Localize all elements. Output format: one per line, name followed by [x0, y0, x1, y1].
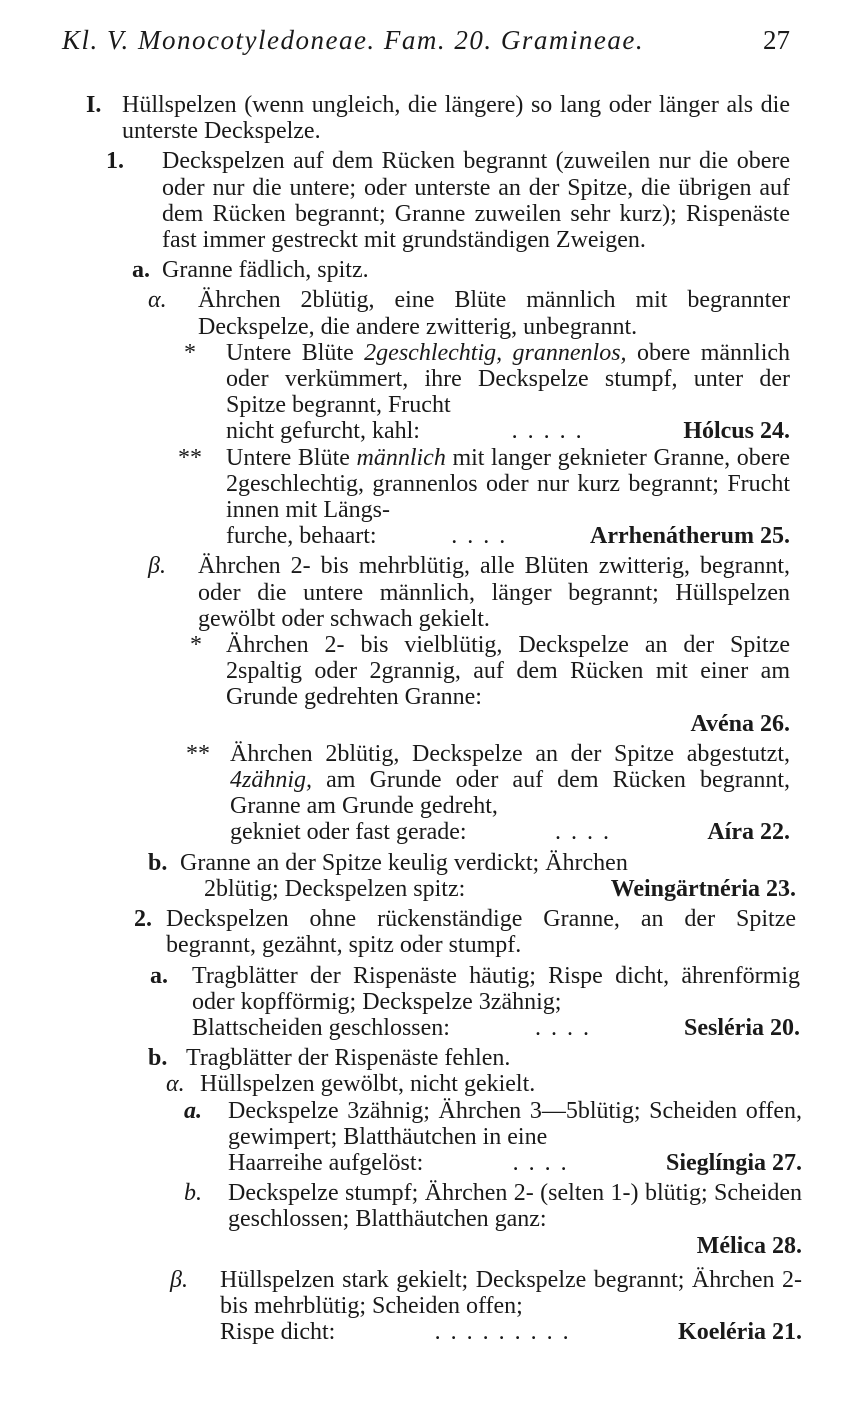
leader-dots: .... [512, 1149, 577, 1176]
entry-marker: β. [170, 1266, 188, 1293]
entry-marker: * [184, 339, 196, 366]
key-entry-arrhenatherum [178, 444, 791, 550]
entry-text: Deckspelze 3zähnig; Ährchen 3—5blütig; Scheiden offen, gewimpert; Blatthäutchen in eine [228, 1097, 802, 1150]
entry-marker: b. [148, 849, 168, 876]
genus-name-weingaertneria: Weingärtnéria 23. [610, 875, 796, 902]
determination-key [0, 92, 850, 1345]
entry-text: Tragblätter der Rispenäste fehlen. [186, 1045, 511, 1072]
entry-marker: ** [178, 444, 202, 471]
key-entry-2 [134, 906, 796, 959]
leader-text: Haarreihe aufgelöst: [228, 1149, 424, 1176]
leader-dots: ......... [434, 1319, 579, 1346]
entry-text: Tragblätter der Rispenäste häutig; Rispe dicht, ährenförmig oder kopfförmig; Deckspelze 3zähnig; [192, 962, 800, 1015]
genus-name-holcus: Hólcus 24. [683, 418, 790, 445]
entry-text-italic: männlich [356, 444, 446, 471]
genus-name-sesleria: Sesléria 20. [684, 1014, 800, 1041]
key-entry-aira [186, 740, 791, 846]
entry-marker: b. [184, 1180, 202, 1207]
entry-text: Granne fädlich, spitz. [162, 257, 369, 284]
entry-text [230, 741, 790, 820]
header-title: Kl. V. Monocotyledoneae. Fam. 20. Gramineae. [62, 25, 645, 55]
leader-dots: .... [534, 1014, 599, 1041]
genus-name-melica: Mélica 28. [696, 1232, 802, 1259]
entry-text-part: Untere Blüte [226, 339, 354, 366]
entry-text-part: Ährchen 2blütig, Deckspelze an der Spitze abgestutzt, [230, 740, 790, 767]
leader-dots: .... [554, 819, 619, 846]
leader-text: 2blütig; Deckspelzen spitz: [204, 875, 466, 902]
entry-text: Granne an der Spitze keulig verdickt; Ährchen [180, 849, 628, 876]
entry-marker: I. [86, 92, 102, 118]
leader-line [228, 1150, 802, 1176]
key-entry-I [86, 92, 790, 145]
key-entry-holcus [184, 339, 791, 445]
entry-marker: a. [132, 257, 150, 284]
entry-text-italic: 4zähnig, [230, 767, 313, 794]
entry-text-italic: 2geschlechtig, grannenlos, [364, 339, 627, 366]
entry-marker: 2. [134, 906, 152, 933]
entry-marker: a. [184, 1097, 202, 1124]
genus-name-arrhenatherum: Arrhenátherum 25. [590, 523, 790, 550]
genus-name-avena: Avéna 26. [690, 710, 790, 737]
leader-text: gekniet oder fast gerade: [230, 819, 467, 846]
entry-marker: β. [148, 553, 166, 580]
key-entry-1 [106, 148, 790, 254]
entry-marker: α. [166, 1071, 185, 1098]
genus-name-aira: Aíra 22. [707, 819, 790, 846]
entry-text: Ährchen 2blütig, eine Blüte männlich mit begrannter Deckspelze, die andere zwitterig, unbegrannt. [198, 287, 790, 340]
leader-dots: ..... [511, 418, 592, 445]
key-entry-alpha [148, 287, 790, 340]
entry-marker: b. [148, 1045, 168, 1072]
entry-text-part: am Grunde oder auf dem Rücken begrannt, Granne am Grunde gedreht, [230, 767, 791, 820]
entry-text: Ährchen 2- bis mehrblütig, alle Blüten zwitterig, begrannt, oder die untere männlich, länger begrannt; Hüllspelzen gewölbt oder schwach gekielt. [198, 553, 790, 632]
entry-text: Deckspelze stumpf; Ährchen 2- (selten 1-) blütig; Scheiden geschlossen; Blatthäutchen ganz: [228, 1180, 802, 1233]
genus-name-sieglingia: Sieglíngia 27. [665, 1149, 802, 1176]
key-entry-weingaertneria [148, 849, 796, 902]
entry-marker: ** [186, 740, 210, 767]
key-entry-melica [184, 1180, 802, 1259]
key-entry-koeleria [170, 1266, 802, 1346]
leader-dots: .... [451, 523, 516, 550]
leader-text: nicht gefurcht, kahl: [226, 418, 420, 445]
entry-text: Ährchen 2- bis vielblütig, Deckspelze an der Spitze 2spaltig oder 2grannig, auf dem Rücken mit einer am Grunde gedrehten Granne: [226, 632, 790, 711]
key-entry-2b [148, 1045, 800, 1072]
leader-line [226, 523, 790, 549]
entry-marker: a. [150, 962, 168, 989]
entry-text: Hüllspelzen stark gekielt; Deckspelze begrannt; Ährchen 2- bis mehrblütig; Scheiden offen; [220, 1266, 802, 1319]
key-entry-sieglingia [184, 1097, 802, 1177]
leader-line [192, 1015, 800, 1041]
leader-line [230, 819, 790, 845]
leader-line [204, 876, 796, 902]
leader-line [220, 1319, 802, 1345]
key-entry-avena [190, 632, 790, 737]
entry-text: Deckspelzen auf dem Rücken begrannt (zuweilen nur die obere oder nur die untere; oder unterste an der Spitze, die übrigen auf dem Rücken begrannt; Granne zuweilen sehr kurz); Rispenäste fast immer gestreckt mit grundständigen Zweigen. [162, 148, 790, 254]
entry-text: Deckspelzen ohne rückenständige Granne, an der Spitze begrannt, gezähnt, spitz oder stumpf. [166, 906, 796, 959]
entry-marker: 1. [106, 148, 124, 175]
genus-name-koeleria: Koeléria 21. [678, 1319, 802, 1346]
running-header [62, 27, 790, 67]
leader-line [226, 418, 790, 444]
page-number: 27 [763, 25, 790, 55]
entry-marker: * [190, 632, 202, 659]
entry-text-part: obere männlich oder verkümmert, ihre Deckspelze stumpf, unter der Spitze begrannt, Frucht [226, 339, 791, 419]
entry-text [226, 340, 790, 419]
entry-marker: α. [148, 287, 167, 314]
entry-text: Hüllspelzen gewölbt, nicht gekielt. [200, 1071, 536, 1098]
entry-text-part: Untere Blüte [226, 444, 350, 471]
leader-text: Rispe dicht: [220, 1319, 336, 1346]
entry-text: Hüllspelzen (wenn ungleich, die längere) so lang oder länger als die unterste Deckspelze. [122, 92, 790, 145]
key-entry-sesleria [150, 962, 800, 1042]
key-entry-beta [148, 553, 790, 632]
leader-text: furche, behaart: [226, 523, 377, 550]
entry-text [226, 445, 790, 524]
key-entry-1a [132, 257, 790, 284]
leader-text: Blattscheiden geschlossen: [192, 1014, 450, 1041]
key-entry-alpha2 [166, 1071, 800, 1098]
entry-text-part: mit langer geknieter Granne, obere 2geschlechtig, grannenlos oder nur kurz begrannt; Frucht innen mit Längs- [226, 444, 791, 524]
